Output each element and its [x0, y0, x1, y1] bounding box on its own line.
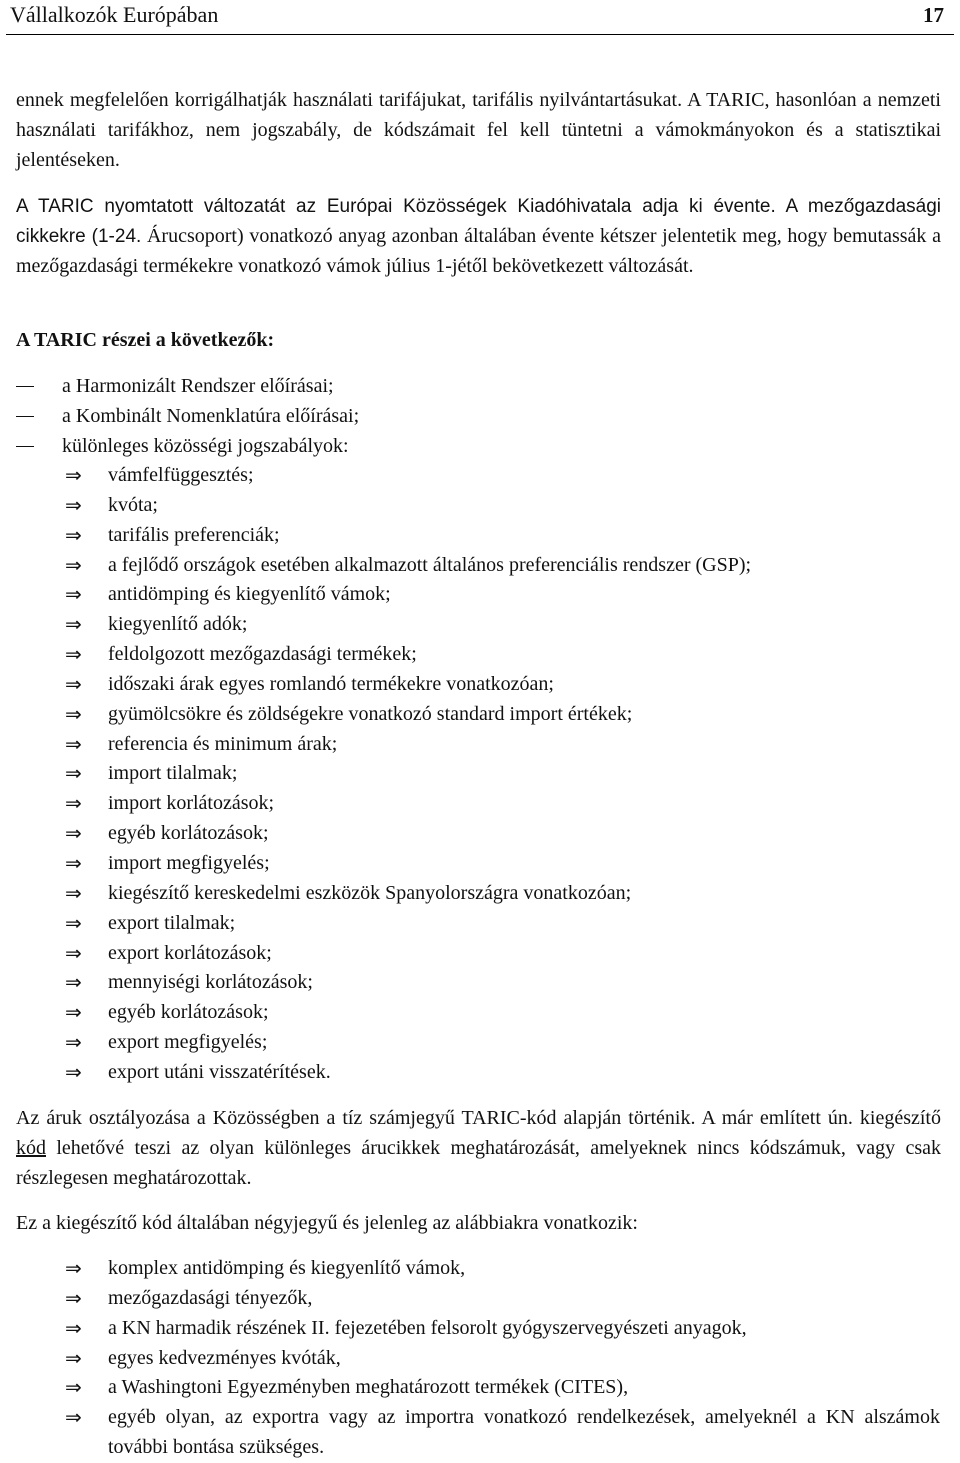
- list-item: [16, 968, 946, 998]
- list-item-text: egyéb olyan, az exportra vagy az importra vonatkozó rendelkezések, amelyeknél a KN alszámok további bontása szükséges.: [108, 1406, 940, 1459]
- list-item: [16, 819, 946, 849]
- double-arrow-icon: ⇒: [65, 940, 82, 965]
- list-item-text: komplex antidömping és kiegyenlítő vámok,: [108, 1257, 466, 1279]
- list-item-text: a Kombinált Nomenklatúra előírásai;: [62, 404, 360, 427]
- list-item-text: kvóta;: [108, 493, 158, 516]
- taric-parts-list: [16, 372, 946, 462]
- list-item: [16, 939, 946, 969]
- supplementary-code-list: [16, 1254, 946, 1463]
- list-item: [16, 1284, 946, 1314]
- paragraph-2-part2: Árucsoport) vonatkozó anyag azonban általában évente kétszer jelentetik meg, hogy bemutassák a mezőgazdasági termékekre vonatkozó vámok július 1-jétől bekövetkezett változását.: [16, 224, 941, 277]
- dash-bullet-icon: [16, 386, 34, 387]
- list-item: [16, 610, 946, 640]
- list-item: [16, 640, 946, 670]
- list-item-text: import megfigyelés;: [108, 851, 270, 874]
- double-arrow-icon: ⇒: [65, 910, 82, 935]
- paragraph-3: [16, 1104, 941, 1193]
- double-arrow-icon: ⇒: [65, 1405, 82, 1430]
- header-title: Vállalkozók Európában: [10, 2, 219, 27]
- page-header: [6, 0, 954, 35]
- double-arrow-icon: ⇒: [65, 701, 82, 726]
- list-item: [16, 1028, 946, 1058]
- paragraph-3-before: Az áruk osztályozása a Közösségben a tíz számjegyű TARIC-kód alapján történik. A már említett ún. kiegészítő: [16, 1107, 941, 1129]
- list-item-text: export tilalmak;: [108, 911, 236, 934]
- double-arrow-icon: ⇒: [65, 821, 82, 846]
- list-item-text: a Harmonizált Rendszer előírásai;: [62, 375, 334, 397]
- list-item-text: gyümölcsökre és zöldségekre vonatkozó standard import értékek;: [108, 702, 633, 725]
- double-arrow-icon: ⇒: [65, 671, 82, 696]
- page-number: 17: [923, 3, 944, 27]
- double-arrow-icon: ⇒: [65, 522, 82, 547]
- list-item-text: referencia és minimum árak;: [108, 732, 338, 755]
- double-arrow-icon: ⇒: [65, 731, 82, 756]
- double-arrow-icon: ⇒: [65, 642, 82, 667]
- list-item-text: antidömping és kiegyenlítő vámok;: [108, 583, 391, 606]
- double-arrow-icon: ⇒: [65, 1000, 82, 1025]
- list-item-text: import tilalmak;: [108, 762, 238, 785]
- list-item: [16, 551, 946, 581]
- list-item-text: időszaki árak egyes romlandó termékekre vonatkozóan;: [108, 672, 554, 695]
- list-item: [16, 998, 946, 1028]
- list-item-text: export korlátozások;: [108, 941, 272, 964]
- list-item-text: egyéb korlátozások;: [108, 822, 269, 845]
- double-arrow-icon: ⇒: [65, 552, 82, 577]
- list-item-text: mennyiségi korlátozások;: [108, 971, 313, 994]
- double-arrow-icon: ⇒: [65, 850, 82, 875]
- double-arrow-icon: ⇒: [65, 1285, 82, 1310]
- double-arrow-icon: ⇒: [65, 1030, 82, 1055]
- list-item: [16, 700, 946, 730]
- list-item: [16, 1344, 946, 1374]
- double-arrow-icon: ⇒: [65, 791, 82, 816]
- list-item: [16, 521, 946, 551]
- list-item-text: feldolgozott mezőgazdasági termékek;: [108, 643, 417, 666]
- list-item: [16, 1373, 946, 1403]
- double-arrow-icon: ⇒: [65, 492, 82, 517]
- list-item-text: import korlátozások;: [108, 792, 275, 815]
- list-item-text: mezőgazdasági tényezők,: [108, 1286, 313, 1309]
- list-item: [16, 432, 946, 462]
- special-regulations-list: [16, 461, 946, 1088]
- double-arrow-icon: ⇒: [65, 463, 82, 487]
- list-item: [16, 491, 946, 521]
- double-arrow-icon: ⇒: [65, 1315, 82, 1340]
- list-item: [16, 849, 946, 879]
- list-item-text: vámfelfüggesztés;: [108, 464, 254, 486]
- list-item: [16, 580, 946, 610]
- list-item-text: tarifális preferenciák;: [108, 523, 280, 546]
- list-item-text: egyéb korlátozások;: [108, 1001, 269, 1024]
- dash-bullet-icon: [16, 416, 34, 417]
- list-item: [16, 1403, 946, 1463]
- double-arrow-icon: ⇒: [65, 1375, 82, 1400]
- paragraph-4: Ez a kiegészítő kód általában négyjegyű és jelenleg az alábbiakra vonatkozik:: [16, 1212, 638, 1234]
- list-item-text: export megfigyelés;: [108, 1031, 268, 1054]
- section-heading: A TARIC részei a következők:: [16, 329, 275, 351]
- double-arrow-icon: ⇒: [65, 761, 82, 786]
- list-item-text: a KN harmadik részének II. fejezetében felsorolt gyógyszervegyészeti anyagok,: [108, 1316, 747, 1339]
- list-item: [16, 402, 946, 432]
- list-item: [16, 1254, 946, 1284]
- list-item-text: a fejlődő országok esetében alkalmazott általános preferenciális rendszer (GSP);: [108, 553, 752, 576]
- list-item-text: export utáni visszatérítések.: [108, 1060, 331, 1083]
- list-item: [16, 1058, 946, 1088]
- paragraph-3-underlined: kód: [16, 1136, 46, 1159]
- dash-bullet-icon: [16, 446, 34, 447]
- double-arrow-icon: ⇒: [65, 970, 82, 995]
- double-arrow-icon: ⇒: [65, 1345, 82, 1370]
- double-arrow-icon: ⇒: [65, 612, 82, 637]
- list-item: [16, 879, 946, 909]
- list-item-text: különleges közösségi jogszabályok:: [62, 434, 349, 457]
- list-item: [16, 670, 946, 700]
- list-item-text: egyes kedvezményes kvóták,: [108, 1346, 341, 1369]
- double-arrow-icon: ⇒: [65, 880, 82, 905]
- paragraph-2: [16, 192, 941, 281]
- list-item: [16, 372, 946, 402]
- list-item: [16, 730, 946, 760]
- double-arrow-icon: ⇒: [65, 1059, 82, 1084]
- paragraph-1: ennek megfelelően korrigálhatják használati tarifájukat, tarifális nyilvántartásukat. A TARIC, hasonlóan a nemzeti használati tarifákhoz, nem jogszabály, de kódszámait fel kell tüntetni a vámokmányokon és a statisztikai jelentéseken.: [16, 89, 941, 171]
- list-item-text: a Washingtoni Egyezményben meghatározott termékek (CITES),: [108, 1376, 629, 1399]
- list-item: [16, 759, 946, 789]
- paragraph-3-after: lehetővé teszi az olyan különleges árucikkek meghatározását, amelyeknek nincs kódszámuk, vagy csak részlegesen meghatározottak.: [16, 1136, 941, 1189]
- list-item: [16, 909, 946, 939]
- double-arrow-icon: ⇒: [65, 582, 82, 607]
- list-item-text: kiegészítő kereskedelmi eszközök Spanyolországra vonatkozóan;: [108, 881, 632, 904]
- list-item: [16, 461, 946, 491]
- list-item-text: kiegyenlítő adók;: [108, 613, 248, 636]
- list-item: [16, 1314, 946, 1344]
- paragraph-2-part1: A TARIC nyomtatott változatát az Európai Közösségek Kiadóhivatala adja ki évente. A mezőgazdasági cikkekre (1-24.: [16, 196, 941, 247]
- double-arrow-icon: ⇒: [65, 1256, 82, 1280]
- list-item: [16, 789, 946, 819]
